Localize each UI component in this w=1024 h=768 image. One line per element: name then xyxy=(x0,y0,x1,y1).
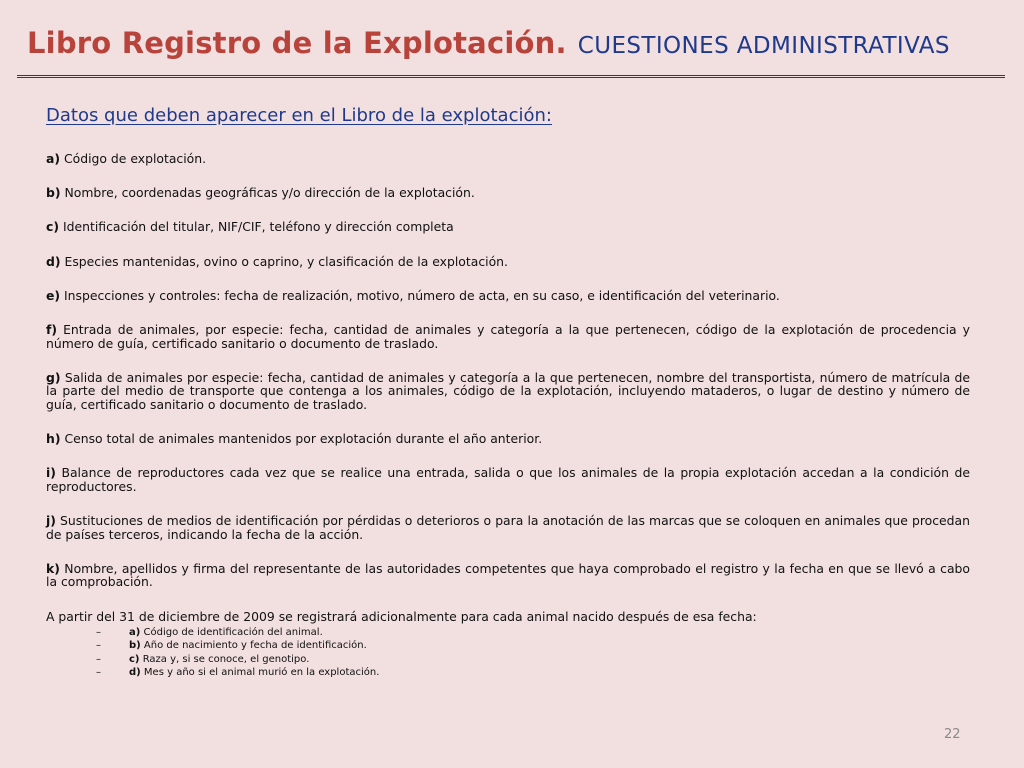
item-label: g) xyxy=(46,369,61,385)
item-text: Código de explotación. xyxy=(63,151,207,166)
title-divider xyxy=(17,75,1005,78)
list-item xyxy=(46,466,970,493)
list-item xyxy=(46,220,970,234)
sub-item-label: b) xyxy=(129,640,141,652)
item-label: h) xyxy=(46,431,61,447)
item-text: Identificación del titular, NIF/CIF, teléfono y dirección completa xyxy=(62,219,454,235)
sub-item-text: Mes y año si el animal murió en la explotación. xyxy=(143,667,380,679)
item-text: Inspecciones y controles: fecha de realización, motivo, número de acta, en su caso, e identificación del veterinario. xyxy=(64,287,780,303)
dash-bullet: – xyxy=(96,640,101,652)
item-label: a) xyxy=(46,151,61,166)
sub-item-label: d) xyxy=(129,667,141,679)
sub-list-item xyxy=(46,653,970,667)
sub-item-label: a) xyxy=(129,626,141,638)
item-text: Especies mantenidas, ovino o caprino, y clasificación de la explotación. xyxy=(64,253,508,269)
additional-requirements-list xyxy=(46,626,970,680)
item-label: f) xyxy=(46,321,58,337)
item-label: i) xyxy=(46,465,56,481)
sub-item-text: Código de identificación del animal. xyxy=(143,626,323,638)
additional-requirements-intro: A partir del 31 de diciembre de 2009 se registrará adicionalmente para cada animal nacido después de esa fecha: xyxy=(46,608,757,624)
item-label: c) xyxy=(46,219,60,235)
item-text: Entrada de animales, por especie: fecha, cantidad de animales y categoría a la que pertenecen, código de la explotación de procedencia y número de guía, certificado sanitario o documento de traslado. xyxy=(46,321,970,351)
list-item xyxy=(46,186,970,200)
slide-title xyxy=(27,26,1007,60)
item-text: Nombre, apellidos y firma del representante de las autoridades competentes que haya comprobado el registro y la fecha en que se llevó a cabo la comprobación. xyxy=(46,560,970,590)
item-text: Balance de reproductores cada vez que se realice una entrada, salida o que los animales de la propia explotación accedan a la condición de reproductores. xyxy=(46,465,970,494)
list-item xyxy=(46,514,970,541)
item-label: d) xyxy=(46,253,61,269)
list-item xyxy=(46,152,970,166)
item-label: j) xyxy=(46,513,56,529)
sub-list-item xyxy=(46,626,970,640)
list-item xyxy=(46,255,970,269)
item-text: Censo total de animales mantenidos por explotación durante el año anterior. xyxy=(64,431,543,447)
section-heading: Datos que deben aparecer en el Libro de la explotación: xyxy=(46,105,552,126)
dash-bullet: – xyxy=(96,653,101,665)
item-text: Nombre, coordenadas geográficas y/o dirección de la explotación. xyxy=(64,185,475,201)
item-text: Sustituciones de medios de identificación por pérdidas o deterioros o para la anotación de las marcas que se coloquen en animales que procedan de países terceros, indicando la fecha de la acción. xyxy=(46,513,970,542)
sub-item-label: c) xyxy=(129,653,140,665)
list-item xyxy=(46,371,970,412)
dash-bullet: – xyxy=(96,626,101,638)
item-label: k) xyxy=(46,560,60,576)
list-item xyxy=(46,432,970,446)
title-main: Libro Registro de la Explotación. xyxy=(27,26,567,60)
sub-list-item xyxy=(46,666,970,680)
list-item xyxy=(46,289,970,303)
list-item xyxy=(46,562,970,589)
item-text: Salida de animales por especie: fecha, cantidad de animales y categoría a la que pertenecen, nombre del transportista, número de matrícula de la parte del medio de transporte que contenga a los animales, código de la explotación, incluyendo mataderos, o lugar de destino y número de guía, certificado sanitario o documento de traslado. xyxy=(46,369,970,412)
list-item xyxy=(46,323,970,350)
sub-item-text: Raza y, si se conoce, el genotipo. xyxy=(142,653,310,665)
page-number: 22 xyxy=(944,727,961,742)
item-label: e) xyxy=(46,287,61,303)
sub-item-text: Año de nacimiento y fecha de identificación. xyxy=(143,640,367,652)
requirements-list xyxy=(46,152,970,680)
title-section: CUESTIONES ADMINISTRATIVAS xyxy=(577,33,950,59)
sub-list-item xyxy=(46,639,970,653)
item-label: b) xyxy=(46,185,61,201)
dash-bullet: – xyxy=(96,667,101,679)
